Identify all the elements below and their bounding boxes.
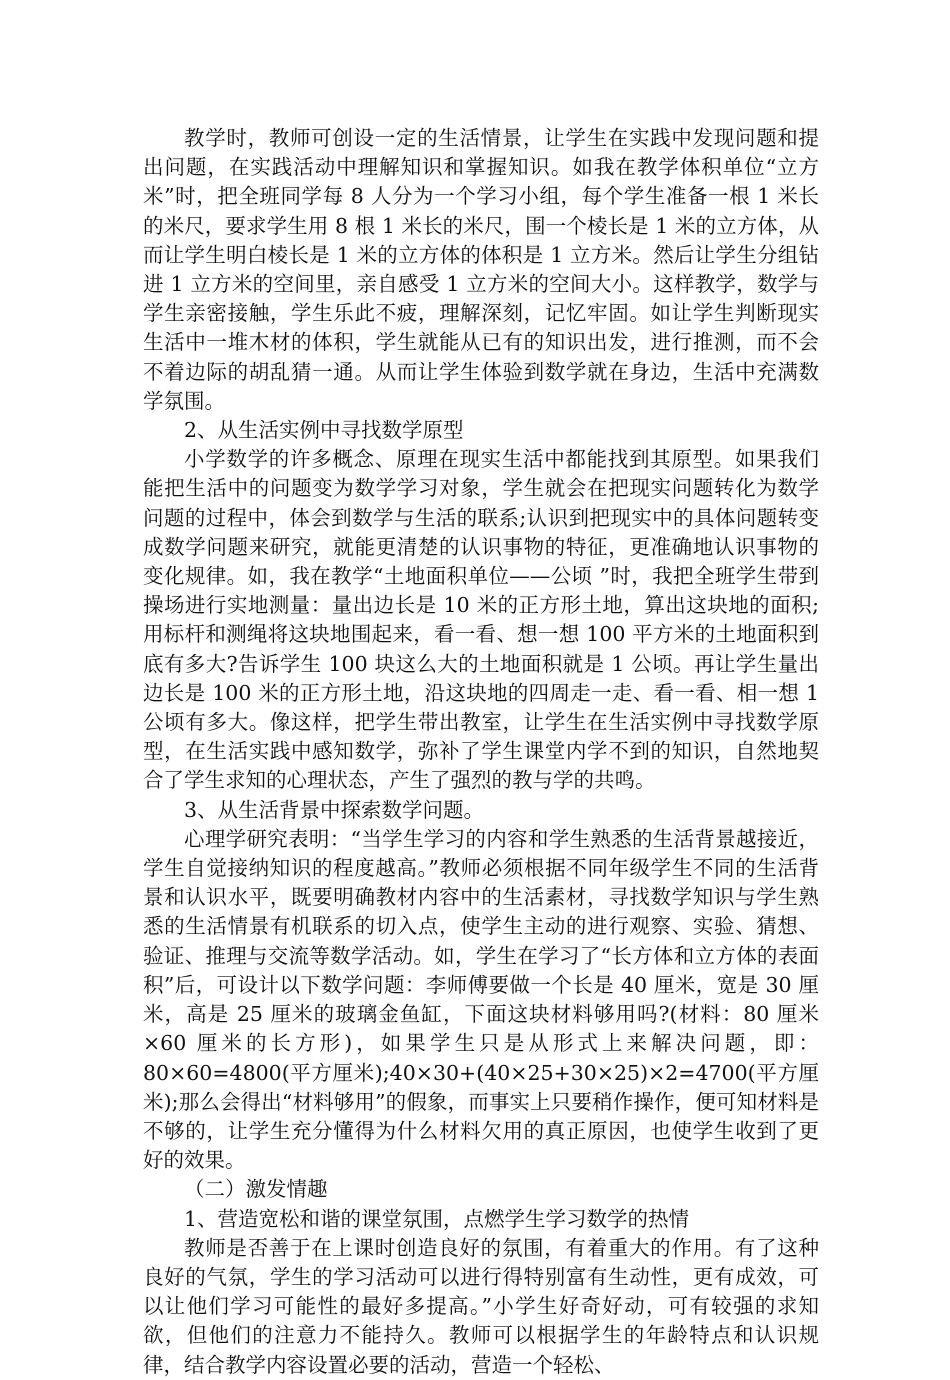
section-heading-stimulate-interest: （二）激发情趣 (184, 1177, 328, 1202)
paragraph-teacher-atmosphere: 教师是否善于在上课时创造良好的氛围，有着重大的作用。有了这种良好的气氛，学生的学习活动可以进行得特别富有生动性，更有成效，可以让他们学习可能性的最好多提高。”小学生好奇好动，可有较强的求知欲，但他们的注意力不能持久。教师可以根据学生的年龄特点和认识规律，结合教学内容设置必要的活动，营造一个轻松、 (143, 1235, 819, 1377)
paragraph-life-situation: 教学时，教师可创设一定的生活情景，让学生在实践中发现问题和提出问题，在实践活动中理解知识和掌握知识。如我在教学体积单位“立方米”时，把全班同学每 8 人分为一个学习小组，每个学生准备一根 1 米长的米尺，要求学生用 8 根 1 米长的米尺，围一个棱长是 1 米的立方体，从而让学生明白棱长是 1 米的立方体的体积是 1 立方米。然后让学生分组钻进 1 立方米的空间里，亲自感受 1 立方米的空间大小。这样教学，数学与学生亲密接触，学生乐此不疲，理解深刻，记忆牢固。如让学生判断现实生活中一堆木材的体积，学生就能从已有的知识出发，进行推测，而不会不着边际的胡乱猜一通。从而让学生体验到数学就在身边，生活中充满数学氛围。 (143, 126, 819, 413)
document-page (143, 124, 819, 1380)
paragraph-math-prototype: 小学数学的许多概念、原理在现实生活中都能找到其原型。如果我们能把生活中的问题变为数学学习对象，学生就会在把现实问题转化为数学问题的过程中，体会到数学与生活的联系;认识到把现实中的具体问题转变成数学问题来研究，就能更清楚的认识事物的特征，更准确地认识事物的变化规律。如，我在教学“土地面积单位——公顷 ”时，我把全班学生带到操场进行实地测量：量出边长是 10 米的正方形土地，算出这块地的面积;用标杆和测绳将这块地围起来，看一看、想一想 100 平方米的土地面积到底有多大?告诉学生 100 块这么大的土地面积就是 1 公顷。再让学生量出边长是 100 米的正方形土地，沿这块地的四周走一走、看一看、相一想 1 公顷有多大。像这样，把学生带出教室，让学生在生活实例中寻找数学原型，在生活实践中感知数学，弥补了学生课堂内学不到的知识，自然地契合了学生求知的心理状态，产生了强烈的教与学的共鸣。 (143, 447, 819, 793)
subheading-classroom-atmosphere: 1、营造宽松和谐的课堂氛围，点燃学生学习数学的热情 (184, 1206, 690, 1231)
paragraph-psychology-research: 心理学研究表明：“当学生学习的内容和学生熟悉的生活背景越接近，学生自觉接纳知识的程度越高。”教师必须根据不同年级学生不同的生活背景和认识水平，既要明确教材内容中的生活素材，寻找数学知识与学生熟悉的生活情景有机联系的切入点，使学生主动的进行观察、实验、猜想、验证、推理与交流等数学活动。如，学生在学习了“长方体和立方体的表面积”后，可设计以下数学问题：李师傅要做一个长是 40 厘米，宽是 30 厘米，高是 25 厘米的玻璃金鱼缸，下面这块材料够用吗?(材料：80 厘米×60 厘米的长方形)，如果学生只是从形式上来解决问题，即：80×60=4800(平方厘米);40×30+(40×25+30×25)×2=4700(平方厘米);那么会得出“材料够用”的假象，而事实上只要稍作操作，便可知材料是不够的，让学生充分懂得为什么材料欠用的真正原因，也使学生收到了更好的效果。 (143, 826, 819, 1173)
subheading-life-background: 3、从生活背景中探索数学问题。 (184, 797, 485, 822)
subheading-life-examples: 2、从生活实例中寻找数学原型 (184, 418, 464, 443)
